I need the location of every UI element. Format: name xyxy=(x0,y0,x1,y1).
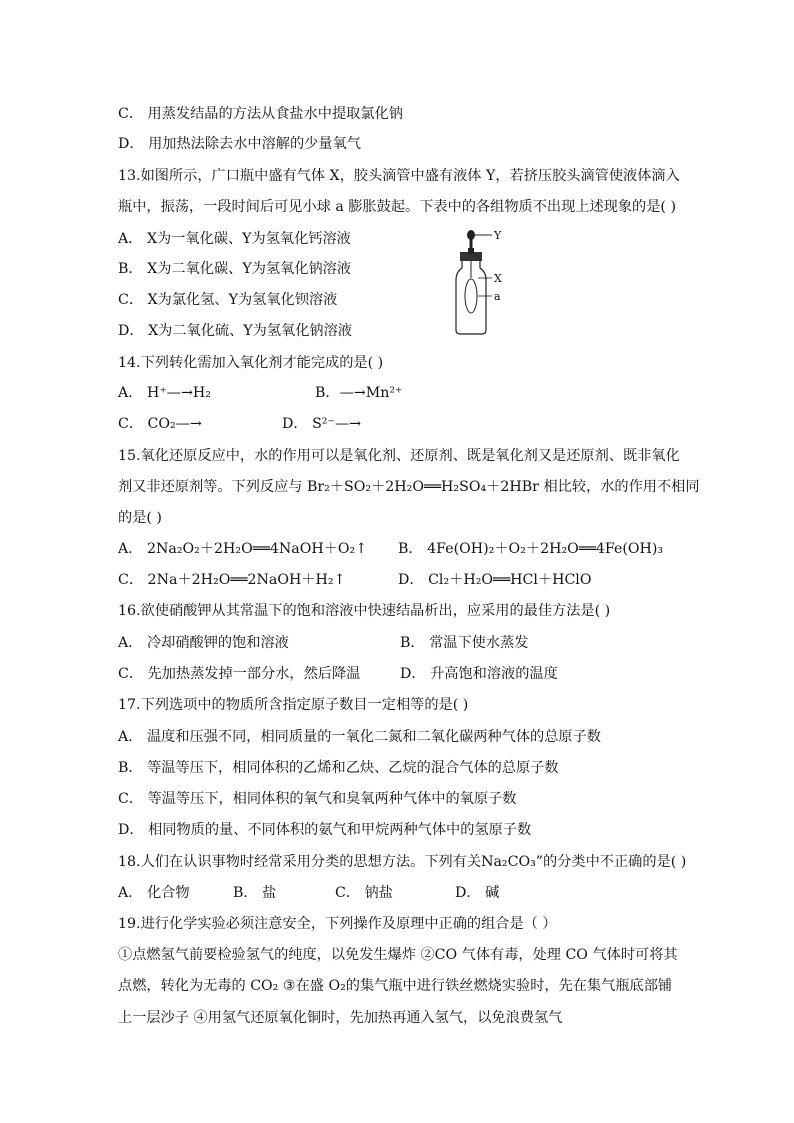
q17-option-c: C． 等温等压下，相同体积的氧气和臭氧两种气体中的氧原子数 xyxy=(118,791,517,807)
q15-option-d: D． Cl₂＋H₂O══HCl＋HClO xyxy=(398,572,592,588)
q12-option-d: D． 用加热法除去水中溶解的少量氧气 xyxy=(118,136,361,152)
q14-option-c: C． CO₂—→ xyxy=(118,416,202,432)
balloon-a-icon xyxy=(465,279,477,313)
q13-option-d: D． X为二氧化硫、Y为氢氧化钠溶液 xyxy=(118,323,352,339)
q18-option-b: B． 盐 xyxy=(233,885,277,901)
q14-option-a: A． H⁺—→H₂ xyxy=(118,385,211,401)
q13-option-b: B． X为二氧化碳、Y为氢氧化钠溶液 xyxy=(118,261,352,277)
q15-option-c: C． 2Na＋2H₂O══2NaOH＋H₂↑ xyxy=(118,572,346,588)
q16-option-b: B． 常温下使水蒸发 xyxy=(400,635,529,651)
figure-label-a: a xyxy=(494,290,501,303)
q16-stem: 16.欲使硝酸钾从其常温下的饱和溶液中快速结晶析出，应采用的最佳方法是( ) xyxy=(118,603,611,619)
q15-option-a: A． 2Na₂O₂＋2H₂O══4NaOH＋O₂↑ xyxy=(118,541,368,557)
q16-option-a: A． 冷却硝酸钾的饱和溶液 xyxy=(118,635,289,651)
q14-option-b: B．—→Mn²⁺ xyxy=(315,385,403,401)
q18-option-c: C． 钠盐 xyxy=(335,885,393,901)
q13-stem-line1: 13.如图所示，广口瓶中盛有气体 X，胶头滴管中盛有液体 Y，若挤压胶头滴管使液体滴入 xyxy=(118,168,680,184)
q18-option-d: D． 碱 xyxy=(455,885,500,901)
q13-option-a: A． X为一氧化碳、Y为氢氧化钙溶液 xyxy=(118,231,351,247)
q19-statement-line1: ①点燃氢气前要检验氢气的纯度，以免发生爆炸 ②CO 气体有毒，处理 CO 气体时可将其 xyxy=(118,947,678,963)
q15-option-b: B． 4Fe(OH)₂＋O₂＋2H₂O══4Fe(OH)₃ xyxy=(398,541,664,557)
q17-option-b: B． 等温等压下，相同体积的乙烯和乙炔、乙烷的混合气体的总原子数 xyxy=(118,760,559,776)
q17-option-d: D． 相同物质的量、不同体积的氨气和甲烷两种气体中的氢原子数 xyxy=(118,822,532,838)
q19-stem: 19.进行化学实验必须注意安全，下列操作及原理中正确的组合是（ ） xyxy=(118,916,557,932)
q16-option-d: D． 升高饱和溶液的温度 xyxy=(400,666,558,682)
q15-stem-line1: 15.氧化还原反应中，水的作用可以是氧化剂、还原剂、既是氧化剂又是还原剂、既非氧化 xyxy=(118,448,680,464)
dropper-bulb-icon xyxy=(467,230,475,240)
q18-stem: 18.人们在认识事物时经常采用分类的思想方法。下列有关Na₂CO₃”的分类中不正确的是( ) xyxy=(118,854,687,870)
q18-option-a: A． 化合物 xyxy=(118,885,190,901)
q15-stem-line2: 剂又非还原剂等。下列反应与 Br₂＋SO₂＋2H₂O══H₂SO₄＋2HBr 相比较，水的作用不相同 xyxy=(118,479,700,495)
figure-label-y: Y xyxy=(494,229,502,242)
q14-option-d: D． S²⁻—→ xyxy=(282,416,362,432)
q16-option-c: C． 先加热蒸发掉一部分水，然后降温 xyxy=(118,666,361,682)
q17-option-a: A． 温度和压强不同，相同质量的一氧化二氮和二氧化碳两种气体的总原子数 xyxy=(118,729,601,745)
bottle-dropper-figure xyxy=(438,226,508,336)
q19-statement-line2: 点燃，转化为无毒的 CO₂ ③在盛 O₂的集气瓶中进行铁丝燃烧实验时，先在集气瓶底部铺 xyxy=(118,978,673,994)
q13-option-c: C． X为氯化氢、Y为氢氧化钡溶液 xyxy=(118,292,338,308)
q17-stem: 17.下列选项中的物质所含指定原子数目一定相等的是( ) xyxy=(118,697,469,713)
q13-stem-line2: 瓶中，振荡，一段时间后可见小球 a 膨胀鼓起。下表中的各组物质不出现上述现象的是( ) xyxy=(118,199,676,215)
q19-statement-line3: 上一层沙子 ④用氢气还原氧化铜时，先加热再通入氢气，以免浪费氢气 xyxy=(118,1010,563,1026)
q14-stem: 14.下列转化需加入氧化剂才能完成的是( ) xyxy=(118,355,384,371)
figure-label-x: X xyxy=(494,272,502,285)
q15-stem-line3: 的是( ) xyxy=(118,510,162,526)
q12-option-c: C． 用蒸发结晶的方法从食盐水中提取氯化钠 xyxy=(118,106,403,122)
